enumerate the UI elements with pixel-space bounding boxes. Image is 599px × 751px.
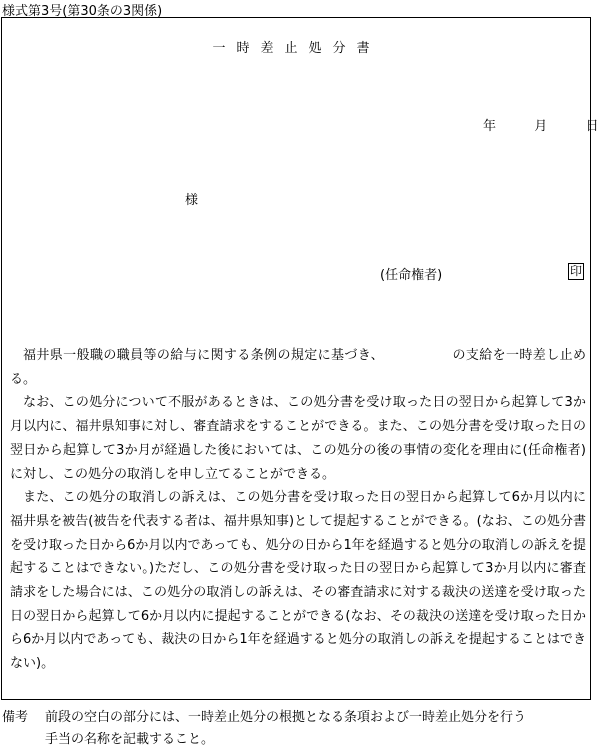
issuer-label: (任命権者): [380, 268, 443, 283]
paragraph-lawsuit: また、この処分の取消しの訴えは、この処分書を受け取った日の翌日から起算して6か月以内に福井県を被告(被告を代表する者は、福井県知事)として提起することができる。(なお、この処分書を受け取った日から6か月以内であっても、処分の日から1年を経過すると処分の取消しの訴えを提起することはできない。)ただし、この処分書を受け取った日の翌日から起算して3か月以内に審査請求をした場合には、この処分の取消しの訴えは、その審査請求に対する裁決の送達を受け取った日の翌日から起算して6か月以内に提起することができる(なお、その裁決の送達を受け取った日から6か月以内であっても、裁決の日から1年を経過すると処分の取消しの訴えを提起することはできない)。: [10, 490, 586, 672]
date-month-label: 月: [534, 119, 548, 134]
date-line: [483, 115, 599, 134]
addressee-suffix: 様: [185, 193, 199, 208]
paragraph-appeal: なお、この処分について不服があるときは、この処分書を受け取った日の翌日から起算して3か月以内に、福井県知事に対し、審査請求をすることができる。また、この処分書を受け取った日の翌日から起算して3か月が経過した後においては、この処分の後の事情の変化を理由に(任命権者)に対し、この処分の取消しを申し立てることができる。: [10, 395, 586, 482]
form-number-label: 様式第3号(第30条の3関係): [2, 4, 163, 19]
paragraph-decision-after: の支給を一時差し止める。: [10, 348, 586, 387]
remarks-section: [2, 707, 590, 751]
date-day-label: 日: [585, 119, 599, 134]
remarks-line-2: 手当の名称を記載すること。: [45, 732, 215, 747]
remarks-heading: 備考: [2, 710, 29, 725]
remarks-line-1: 前段の空白の部分には、一時差止処分の根拠となる条項および一時差止処分を行う: [45, 710, 527, 725]
document-title: 一時差止処分書: [212, 41, 381, 56]
paragraph-decision: [10, 344, 586, 391]
paragraph-decision-before: 福井県一般職の職員等の給与に関する条例の規定に基づき、: [23, 348, 385, 363]
seal-mark: 印: [570, 264, 583, 278]
document-body: [10, 344, 586, 676]
date-year-label: 年: [483, 119, 497, 134]
